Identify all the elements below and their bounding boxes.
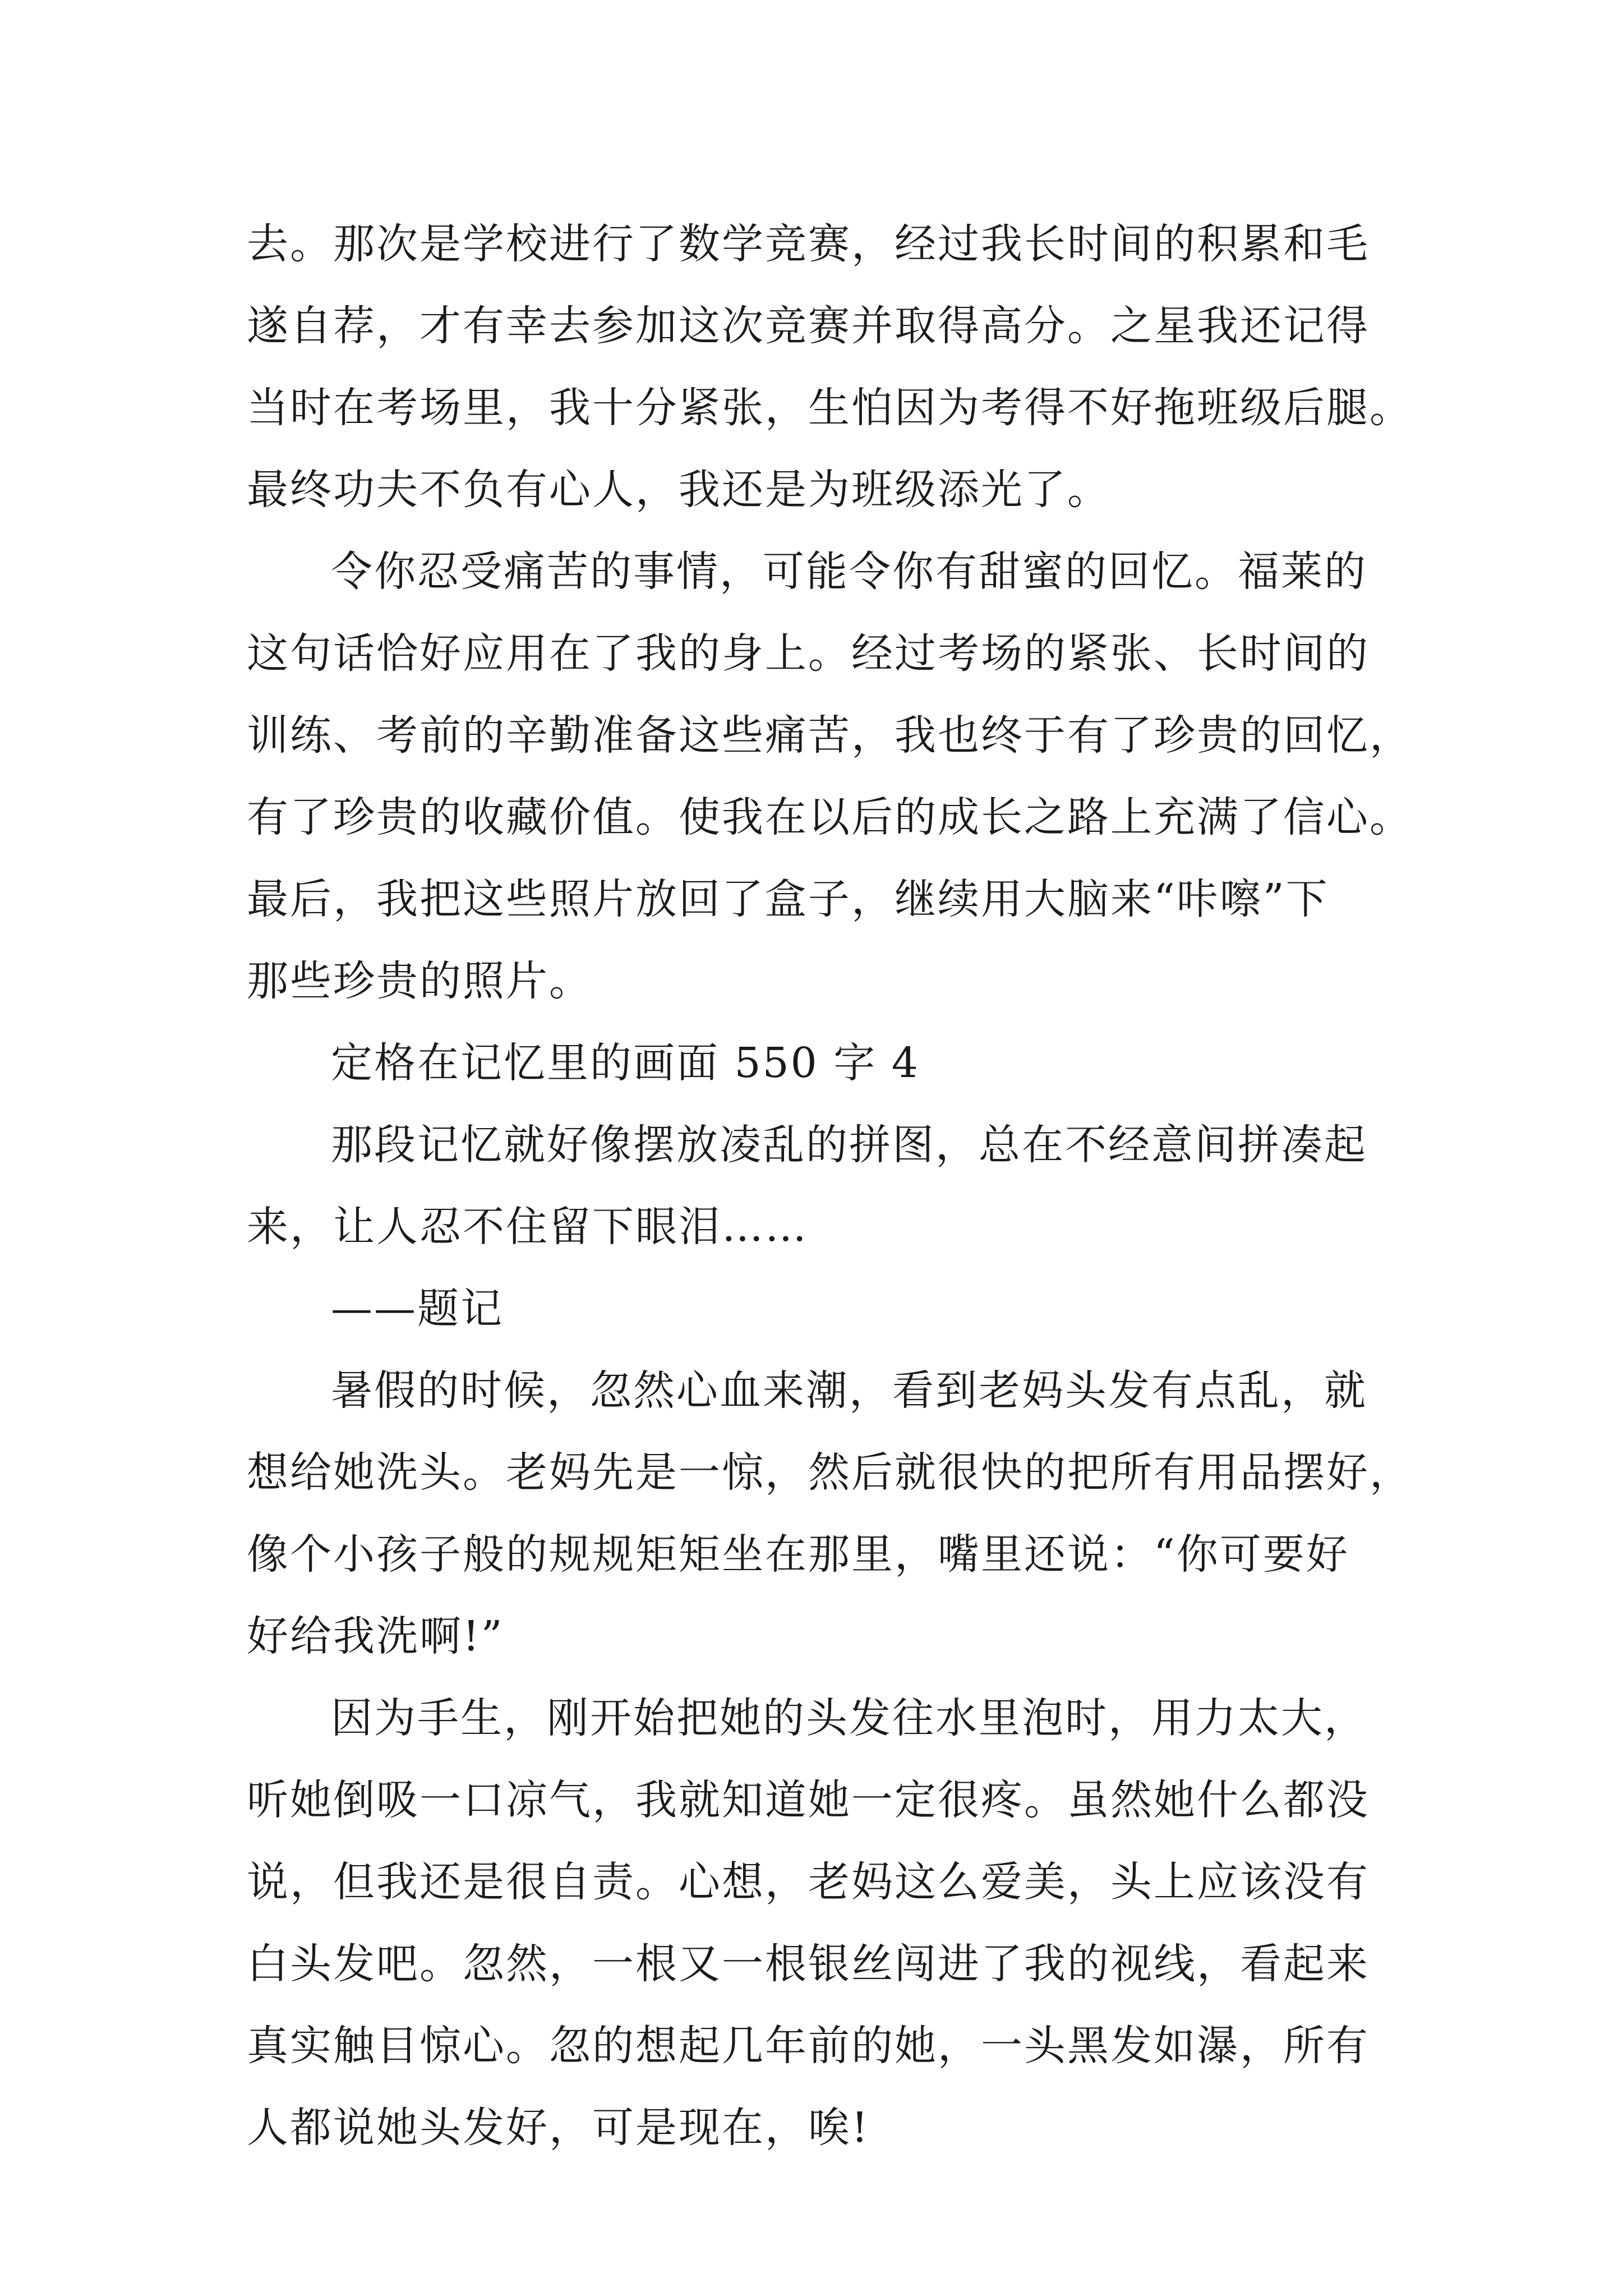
text-line: 说，但我还是很自责。心想，老妈这么爱美，头上应该没有 [247, 1858, 1370, 1906]
text-line: 像个小孩子般的规规矩矩坐在那里，嘴里还说：“你可要好 [247, 1530, 1349, 1579]
text-line: 遂自荐，才有幸去参加这次竞赛并取得高分。之星我还记得 [247, 302, 1370, 350]
text-line: 白头发吧。忽然，一根又一根银丝闯进了我的视线，看起来 [247, 1940, 1370, 1988]
text-line: 去。那次是学校进行了数学竞赛，经过我长时间的积累和毛 [247, 220, 1370, 268]
document-body [247, 203, 1413, 2169]
paragraph-first-line: 令你忍受痛苦的事情，可能令你有甜蜜的回忆。福莱的 [331, 547, 1367, 596]
text-line: 那些珍贵的照片。 [247, 957, 592, 1005]
text-line: 当时在考场里，我十分紧张，生怕因为考得不好拖班级后腿。 [247, 384, 1413, 432]
text-line: 最终功夫不负有心人，我还是为班级添光了。 [247, 466, 1110, 514]
text-line: 来，让人忍不住留下眼泪…… [247, 1203, 808, 1251]
text-line: 听她倒吸一口凉气，我就知道她一定很疼。虽然她什么都没 [247, 1776, 1370, 1824]
paragraph-first-line: 那段记忆就好像摆放凌乱的拼图，总在不经意间拼凑起 [331, 1121, 1367, 1169]
text-line: 这句话恰好应用在了我的身上。经过考场的紧张、长时间的 [247, 629, 1370, 678]
text-line: 最后，我把这些照片放回了盒子，继续用大脑来“咔嚓”下 [247, 875, 1329, 923]
text-line: 想给她洗头。老妈先是一惊，然后就很快的把所有用品摆好， [247, 1448, 1413, 1497]
epigraph-attribution: ——题记 [331, 1285, 504, 1333]
text-line: 有了珍贵的收藏价值。使我在以后的成长之路上充满了信心。 [247, 793, 1413, 841]
text-line: 人都说她头发好，可是现在，唉! [247, 2104, 870, 2152]
text-line: 好给我洗啊!” [247, 1612, 504, 1660]
text-line: 真实触目惊心。忽的想起几年前的她，一头黑发如瀑，所有 [247, 2022, 1370, 2070]
text-line: 训练、考前的辛勤准备这些痛苦，我也终于有了珍贵的回忆， [247, 711, 1413, 760]
paragraph-first-line: 因为手生，刚开始把她的头发往水里泡时，用力太大， [331, 1694, 1367, 1742]
paragraph-first-line: 暑假的时候，忽然心血来潮，看到老妈头发有点乱，就 [331, 1366, 1367, 1415]
section-heading: 定格在记忆里的画面 550 字 4 [331, 1039, 920, 1087]
